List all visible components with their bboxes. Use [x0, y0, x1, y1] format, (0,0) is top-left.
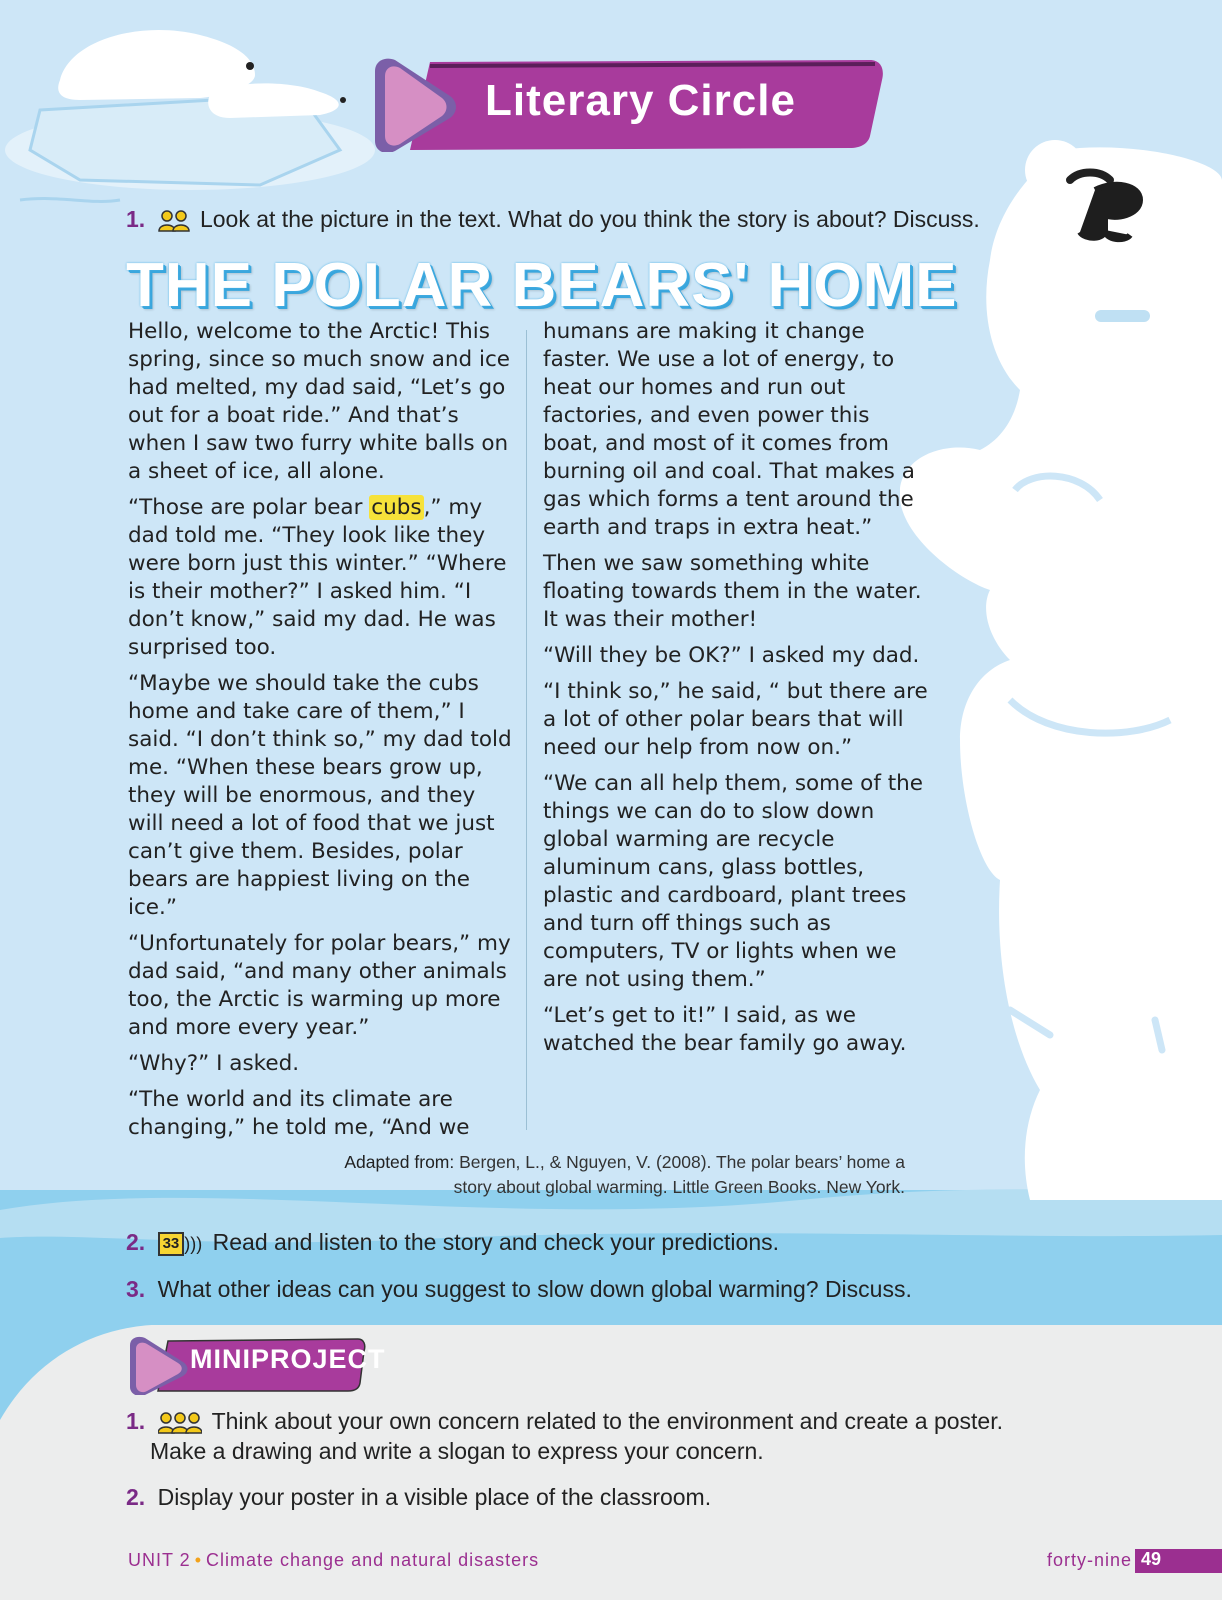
story-paragraph: “Let’s get to it!” I said, as we watched the bear family go away.: [543, 1003, 907, 1056]
pair-work-icon: [158, 210, 190, 232]
story-paragraph: Hello, welcome to the Arctic! This spring, since so much snow and ice had melted, my dad said, “Let’s go out for a boat ride.” And that’s when I saw two furry white balls on a sheet of ice, all alone.: [128, 319, 511, 484]
story-paragraph: “We can all help them, some of the things we can do to slow down global warming are recycle aluminum cans, glass bottles, plastic and cardboard, plant trees and turn off things such as computers, TV or lights when we are not using them.”: [543, 771, 924, 992]
question-2: [126, 1229, 779, 1256]
task-text: Display your poster in a visible place of the classroom.: [157, 1484, 712, 1510]
miniproject-title: MINIPROJECT: [190, 1344, 386, 1374]
highlighted-word: cubs: [371, 495, 422, 520]
sound-waves-icon: ))): [184, 1234, 203, 1254]
story-paragraph: “Will they be OK?” I asked my dad.: [543, 643, 920, 668]
task-text-continued: Make a drawing and write a slogan to express your concern.: [150, 1438, 764, 1464]
story-paragraph: “Maybe we should take the cubs home and take care of them,” I said. “I don’t think so,” my dad told me. “When these bears grow up, they will be enormous, and they will need a lot of food that we just can’t give them. Besides, polar bears are happiest living on the ice.”: [128, 671, 512, 920]
group-work-icon: [158, 1412, 202, 1434]
audio-track-icon[interactable]: 33: [158, 1232, 185, 1256]
story-title: THE POLAR BEARS' HOME: [126, 251, 958, 320]
question-number: 1.: [126, 206, 146, 232]
question-3: [126, 1276, 912, 1303]
story-paragraph: humans are making it change faster. We use a lot of energy, to heat our homes and run out factories, and even power this boat, and most of it comes from burning oil and coal. That makes a gas which forms a tent around the earth and traps in extra heat.”: [543, 319, 915, 540]
story-paragraph: Then we saw something white floating towards them in the water. It was their mother!: [543, 551, 922, 632]
section-title: Literary Circle: [485, 76, 796, 125]
bullet-icon: •: [194, 1550, 202, 1570]
story-column-left: [128, 318, 513, 1150]
polar-bears-on-ice-illustration: [0, 0, 380, 220]
question-number: 3.: [126, 1276, 146, 1302]
story-paragraph: “Why?” I asked.: [128, 1051, 300, 1076]
task-text: Think about your own concern related to the environment and create a poster.: [211, 1408, 1003, 1434]
source-label: Adapted from:: [344, 1152, 455, 1172]
miniproject-task-1: [126, 1406, 1066, 1466]
story-column-right: [543, 318, 928, 1066]
question-text: Read and listen to the story and check your predictions.: [212, 1229, 780, 1255]
page-number: 49: [1135, 1549, 1222, 1573]
page-number-words: forty-nine: [1047, 1550, 1133, 1570]
task-number: 1.: [126, 1408, 146, 1434]
miniproject-task-2: [126, 1484, 711, 1511]
source-citation: Adapted from: Bergen, L., & Nguyen, V. (2008). The polar bears’ home a story about global warming. Little Green Books. New York.: [344, 1152, 905, 1197]
story-paragraph: “Those are polar bear cubs,” my dad told me. “They look like they were born just this winter.” “Where is their mother?” I asked him. “I don’t know,” said my dad. He was surprised too.: [128, 495, 507, 660]
footer-unit: UNIT 2 • Climate change and natural disasters: [128, 1550, 540, 1570]
question-number: 2.: [126, 1229, 146, 1255]
task-number: 2.: [126, 1484, 146, 1510]
column-divider: [526, 330, 527, 1130]
question-1: [126, 206, 980, 233]
story-paragraph: “I think so,” he said, “ but there are a lot of other polar bears that will need our help from now on.”: [543, 679, 928, 760]
question-text: What other ideas can you suggest to slow down global warming? Discuss.: [157, 1276, 912, 1302]
story-paragraph: “Unfortunately for polar bears,” my dad said, “and many other animals too, the Arctic is warming up more and more every year.”: [128, 931, 511, 1040]
story-paragraph: “The world and its climate are changing,” he told me, “And we: [128, 1087, 470, 1140]
question-text: Look at the picture in the text. What do you think the story is about? Discuss.: [199, 206, 980, 232]
